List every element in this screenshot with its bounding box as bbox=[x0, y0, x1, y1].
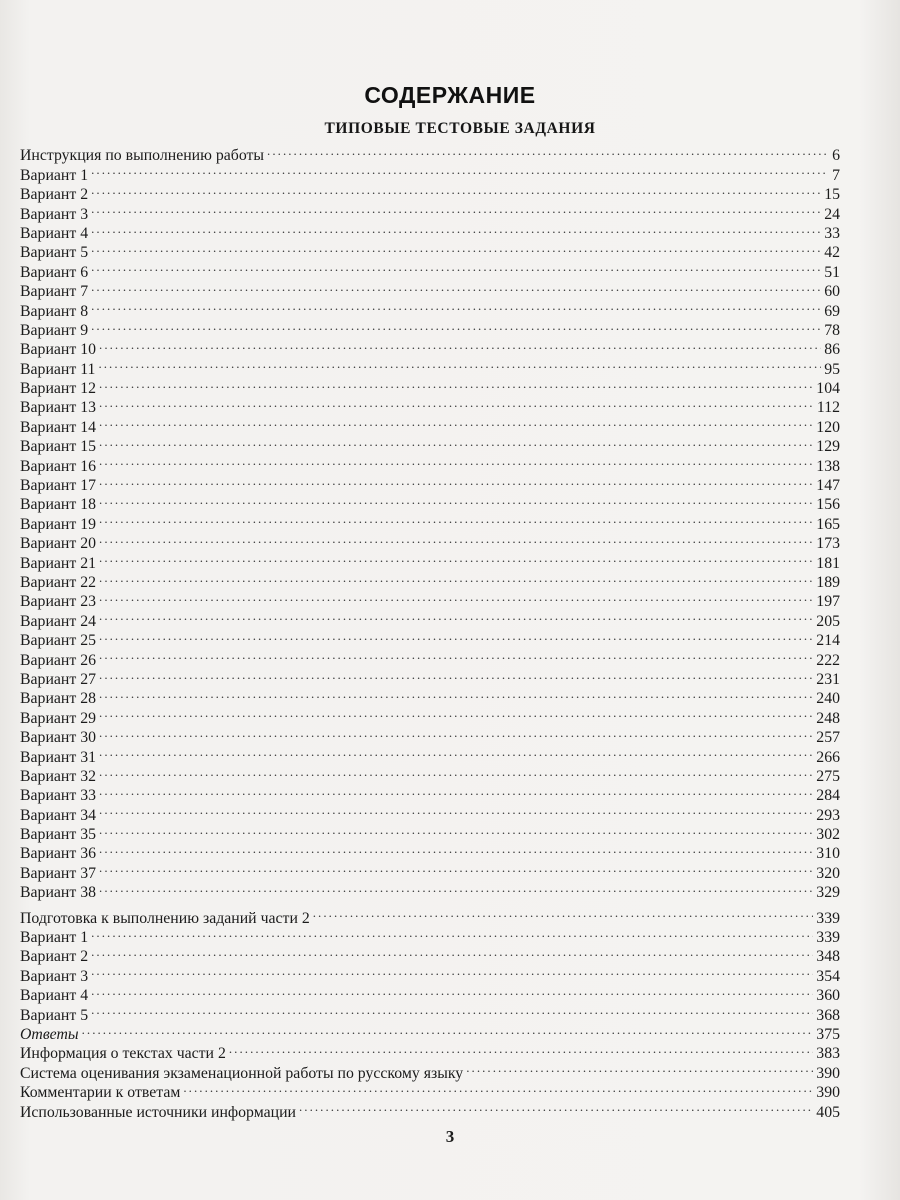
toc-entry-label: Вариант 6 bbox=[20, 263, 89, 281]
toc-entry-page: 173 bbox=[816, 535, 840, 553]
toc-entry-label: Вариант 21 bbox=[20, 554, 97, 572]
dot-leader bbox=[99, 684, 813, 703]
toc-entry-page: 6 bbox=[832, 147, 840, 165]
toc-entry-label: Инструкция по выполнению работы bbox=[20, 147, 265, 165]
toc-entry-page: 69 bbox=[824, 302, 840, 320]
dot-leader bbox=[98, 354, 821, 373]
toc-entry bbox=[20, 509, 840, 533]
toc-entry-label: Вариант 7 bbox=[20, 283, 89, 301]
toc-entry-page: 266 bbox=[816, 748, 840, 766]
toc-entry-page: 205 bbox=[816, 612, 840, 630]
toc-entry bbox=[20, 742, 840, 766]
toc-entry bbox=[20, 1020, 840, 1043]
toc-entry-page: 104 bbox=[816, 380, 840, 398]
toc-entry-label: Вариант 9 bbox=[20, 321, 89, 339]
toc-entry-label: Вариант 3 bbox=[20, 967, 89, 985]
toc-entry-page: 348 bbox=[816, 948, 840, 966]
dot-leader bbox=[99, 820, 813, 839]
dot-leader bbox=[267, 141, 827, 160]
dot-leader bbox=[91, 961, 813, 980]
toc-entry-page: 86 bbox=[824, 341, 840, 359]
dot-leader bbox=[91, 923, 813, 942]
toc-entry-page: 354 bbox=[816, 967, 840, 985]
dot-leader bbox=[99, 858, 813, 877]
toc-entry-label: Вариант 19 bbox=[20, 515, 97, 533]
dot-leader bbox=[91, 180, 821, 199]
toc-entry bbox=[20, 548, 840, 572]
toc-entry-label: Вариант 20 bbox=[20, 535, 97, 553]
dot-leader bbox=[99, 703, 813, 722]
dot-leader bbox=[299, 1097, 813, 1116]
dot-leader bbox=[99, 393, 814, 412]
toc-entry-label: Вариант 14 bbox=[20, 418, 97, 436]
toc-entry-label: Подготовка к выполнению заданий части 2 bbox=[20, 909, 310, 927]
toc-entry bbox=[20, 432, 840, 456]
dot-leader bbox=[99, 412, 813, 431]
toc-entry-page: 197 bbox=[816, 593, 840, 611]
toc-entry-page: 405 bbox=[816, 1103, 840, 1121]
dot-leader bbox=[91, 257, 821, 276]
toc-entry-page: 42 bbox=[824, 244, 840, 262]
toc-entry-page: 222 bbox=[816, 651, 840, 669]
dot-leader bbox=[99, 742, 813, 761]
toc-entry bbox=[20, 1039, 840, 1063]
toc-entry bbox=[20, 529, 840, 553]
toc-entry-page: 390 bbox=[816, 1064, 840, 1082]
toc-entry-page: 138 bbox=[816, 457, 840, 475]
toc-entry bbox=[20, 199, 840, 223]
toc-entry-label: Вариант 33 bbox=[20, 787, 97, 805]
dot-leader bbox=[91, 981, 813, 1000]
dot-leader bbox=[99, 839, 813, 858]
dot-leader bbox=[313, 903, 814, 922]
dot-leader bbox=[99, 781, 813, 800]
toc-entry bbox=[20, 878, 840, 902]
toc-entry bbox=[20, 762, 840, 785]
toc-entry-label: Вариант 4 bbox=[20, 224, 89, 242]
toc-entry bbox=[20, 839, 840, 863]
toc-entry-label: Использованные источники информации bbox=[20, 1103, 296, 1121]
dot-leader bbox=[99, 568, 813, 587]
toc-entry bbox=[20, 451, 840, 475]
toc-entry-label: Ответы bbox=[20, 1025, 79, 1043]
dot-leader bbox=[183, 1078, 813, 1097]
toc-entry bbox=[20, 257, 840, 281]
toc-entry-page: 60 bbox=[824, 283, 840, 301]
toc-entry-page: 24 bbox=[824, 205, 840, 223]
toc-entry-page: 15 bbox=[824, 186, 840, 204]
toc-entry-page: 165 bbox=[816, 515, 840, 533]
toc-entry bbox=[20, 160, 840, 184]
toc-entry-label: Вариант 12 bbox=[20, 380, 97, 398]
toc-entry bbox=[20, 490, 840, 514]
section-title: ТИПОВЫЕ ТЕСТОВЫЕ ЗАДАНИЯ bbox=[324, 120, 596, 137]
toc-entry-page: 214 bbox=[816, 632, 840, 650]
toc-entry bbox=[20, 626, 840, 650]
toc-entry-page: 112 bbox=[816, 399, 840, 417]
toc-entry-label: Вариант 32 bbox=[20, 767, 97, 785]
toc-entry bbox=[20, 238, 840, 262]
toc-entry-page: 240 bbox=[816, 690, 840, 708]
toc-entry bbox=[20, 354, 840, 378]
toc-entry-label: Вариант 3 bbox=[20, 205, 89, 223]
toc-entry-page: 248 bbox=[816, 709, 840, 727]
toc-entry bbox=[20, 219, 840, 242]
page-title: СОДЕРЖАНИЕ bbox=[364, 82, 536, 108]
dot-leader bbox=[99, 645, 813, 664]
toc-entry-label: Вариант 8 bbox=[20, 302, 89, 320]
toc-entry bbox=[20, 942, 840, 966]
toc-entry-label: Вариант 10 bbox=[20, 341, 97, 359]
toc-entry-label: Информация о текстах части 2 bbox=[20, 1045, 226, 1063]
toc-entry bbox=[20, 1000, 840, 1024]
toc-entry-page: 329 bbox=[816, 884, 840, 902]
toc-entry bbox=[20, 800, 840, 824]
toc-entry-label: Вариант 24 bbox=[20, 612, 97, 630]
toc-entry-page: 33 bbox=[824, 224, 840, 242]
dot-leader bbox=[229, 1039, 813, 1058]
dot-leader bbox=[99, 529, 813, 548]
toc-entry bbox=[20, 923, 840, 947]
toc-entry bbox=[20, 645, 840, 669]
toc-entry bbox=[20, 981, 840, 1005]
dot-leader bbox=[99, 723, 813, 742]
toc-entry-label: Вариант 1 bbox=[20, 929, 89, 947]
toc-entry bbox=[20, 723, 840, 747]
toc-entry-page: 231 bbox=[816, 670, 840, 688]
toc-entry bbox=[20, 141, 840, 165]
toc-entry-page: 129 bbox=[816, 438, 840, 456]
toc-entry bbox=[20, 703, 840, 727]
toc-entry bbox=[20, 374, 840, 398]
toc-entry-label: Вариант 28 bbox=[20, 690, 97, 708]
toc-entry bbox=[20, 587, 840, 611]
toc-entry-page: 360 bbox=[816, 987, 840, 1005]
dot-leader bbox=[99, 490, 813, 509]
dot-leader bbox=[99, 665, 813, 684]
toc-entry-page: 293 bbox=[816, 806, 840, 824]
toc-entry bbox=[20, 316, 840, 339]
toc-entry-label: Вариант 16 bbox=[20, 457, 97, 475]
toc-entry-label: Вариант 25 bbox=[20, 632, 97, 650]
dot-leader bbox=[99, 471, 813, 490]
toc-entry-page: 310 bbox=[816, 845, 840, 863]
dot-leader bbox=[91, 942, 813, 961]
toc-entry-label: Вариант 5 bbox=[20, 1006, 89, 1024]
toc-entry bbox=[20, 781, 840, 805]
dot-leader bbox=[91, 277, 821, 296]
toc-entry-page: 147 bbox=[816, 477, 840, 495]
toc-entry-page: 95 bbox=[824, 360, 840, 378]
toc-entry-label: Вариант 5 bbox=[20, 244, 89, 262]
toc-entry-page: 284 bbox=[816, 787, 840, 805]
dot-leader bbox=[91, 160, 827, 179]
toc-entry bbox=[20, 180, 840, 204]
toc-entry bbox=[20, 606, 840, 630]
dot-leader bbox=[91, 316, 821, 335]
dot-leader bbox=[91, 296, 821, 315]
toc-entry-page: 320 bbox=[816, 864, 840, 882]
toc-entry-label: Вариант 13 bbox=[20, 399, 97, 417]
dot-leader bbox=[99, 587, 813, 606]
toc-entry-label: Вариант 30 bbox=[20, 729, 97, 747]
toc-entry-label: Комментарии к ответам bbox=[20, 1084, 181, 1102]
toc-entry-page: 339 bbox=[816, 909, 840, 927]
toc-entry-label: Вариант 23 bbox=[20, 593, 97, 611]
dot-leader bbox=[99, 800, 813, 819]
dot-leader bbox=[99, 509, 813, 528]
toc-entry bbox=[20, 961, 840, 985]
toc-entry-label: Вариант 35 bbox=[20, 826, 97, 844]
toc-entry-label: Вариант 37 bbox=[20, 864, 97, 882]
dot-leader bbox=[99, 762, 813, 781]
toc-entry bbox=[20, 820, 840, 844]
dot-leader bbox=[99, 606, 813, 625]
toc-entry-page: 78 bbox=[824, 321, 840, 339]
dot-leader bbox=[99, 451, 813, 470]
toc-entry-label: Вариант 34 bbox=[20, 806, 97, 824]
toc-entry-label: Вариант 27 bbox=[20, 670, 97, 688]
toc-entry-page: 120 bbox=[816, 418, 840, 436]
toc-entry-page: 375 bbox=[816, 1025, 840, 1043]
toc-entry-label: Вариант 36 bbox=[20, 845, 97, 863]
toc-entry bbox=[20, 684, 840, 708]
toc-entry-page: 7 bbox=[832, 166, 840, 184]
toc-entry bbox=[20, 277, 840, 301]
toc-entry-label: Вариант 31 bbox=[20, 748, 97, 766]
table-of-contents bbox=[20, 141, 840, 1121]
toc-entry bbox=[20, 858, 840, 882]
toc-entry-page: 302 bbox=[816, 826, 840, 844]
dot-leader bbox=[82, 1020, 814, 1039]
toc-entry-label: Вариант 26 bbox=[20, 651, 97, 669]
toc-entry bbox=[20, 903, 840, 927]
toc-entry bbox=[20, 665, 840, 688]
page-number: 3 bbox=[445, 1127, 455, 1146]
dot-leader bbox=[91, 238, 821, 257]
toc-entry-page: 368 bbox=[816, 1006, 840, 1024]
toc-entry-page: 51 bbox=[824, 263, 840, 281]
dot-leader bbox=[99, 548, 813, 567]
toc-entry-label: Вариант 15 bbox=[20, 438, 97, 456]
dot-leader bbox=[466, 1058, 813, 1077]
dot-leader bbox=[99, 432, 813, 451]
toc-entry bbox=[20, 412, 840, 436]
toc-entry-label: Вариант 38 bbox=[20, 884, 97, 902]
toc-entry-label: Вариант 4 bbox=[20, 987, 89, 1005]
toc-entry-label: Вариант 2 bbox=[20, 186, 89, 204]
dot-leader bbox=[99, 374, 813, 393]
dot-leader bbox=[99, 878, 813, 897]
toc-entry bbox=[20, 471, 840, 495]
toc-entry-label: Система оценивания экзаменационной работы по русскому языку bbox=[20, 1064, 464, 1082]
toc-entry-label: Вариант 11 bbox=[20, 360, 96, 378]
toc-entry-page: 189 bbox=[816, 573, 840, 591]
dot-leader bbox=[91, 219, 821, 238]
toc-entry-page: 156 bbox=[816, 496, 840, 514]
dot-leader bbox=[91, 1000, 813, 1019]
toc-entry-page: 390 bbox=[816, 1084, 840, 1102]
toc-entry bbox=[20, 568, 840, 591]
dot-leader bbox=[99, 335, 821, 354]
dot-leader bbox=[99, 626, 813, 645]
toc-entry-page: 339 bbox=[816, 929, 840, 947]
toc-entry-label: Вариант 18 bbox=[20, 496, 97, 514]
toc-entry-page: 383 bbox=[816, 1045, 840, 1063]
toc-entry-label: Вариант 1 bbox=[20, 166, 89, 184]
toc-entry bbox=[20, 335, 840, 359]
toc-entry-page: 181 bbox=[816, 554, 840, 572]
dot-leader bbox=[91, 199, 821, 218]
toc-entry-label: Вариант 29 bbox=[20, 709, 97, 727]
toc-entry bbox=[20, 393, 840, 417]
toc-entry-page: 275 bbox=[816, 767, 840, 785]
toc-entry-label: Вариант 22 bbox=[20, 573, 97, 591]
toc-entry-page: 257 bbox=[816, 729, 840, 747]
toc-entry-label: Вариант 2 bbox=[20, 948, 89, 966]
toc-entry-label: Вариант 17 bbox=[20, 477, 97, 495]
toc-entry bbox=[20, 296, 840, 320]
